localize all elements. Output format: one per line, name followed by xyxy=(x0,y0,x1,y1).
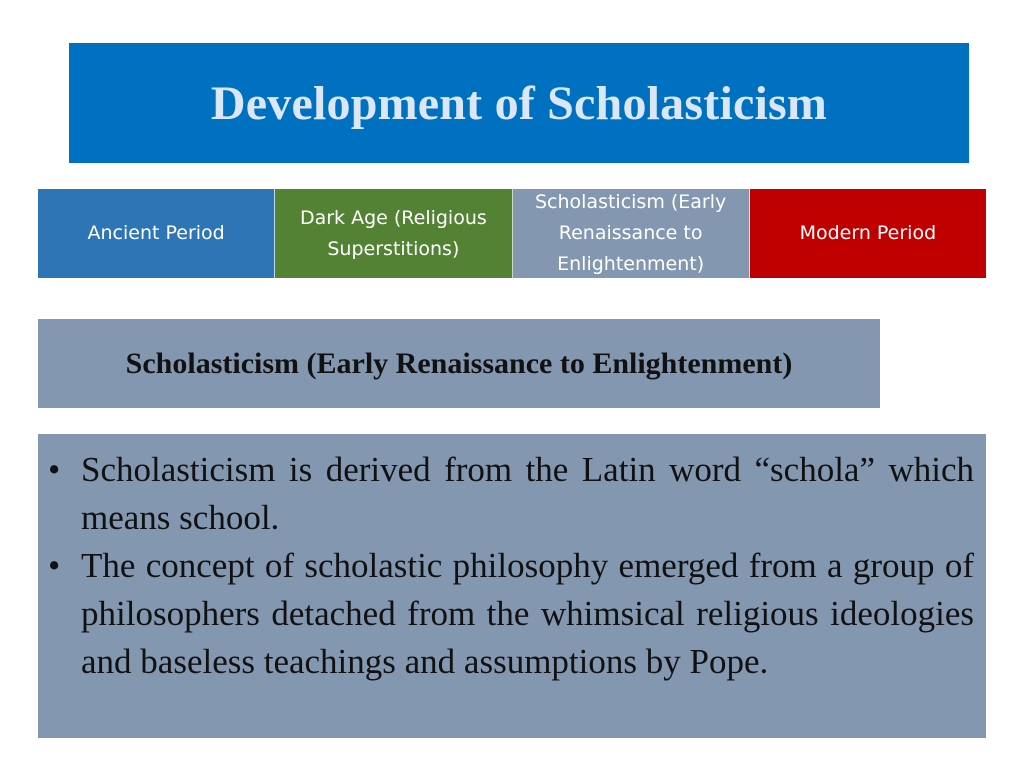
bullet-item xyxy=(48,446,974,542)
bullet-list xyxy=(48,446,974,686)
timeline-stage-ancient-period[interactable] xyxy=(38,189,275,278)
title-banner xyxy=(69,43,969,163)
timeline-stage-modern-period[interactable] xyxy=(750,189,986,278)
content-panel xyxy=(38,434,986,738)
page-title: Development of Scholasticism xyxy=(210,76,828,130)
timeline-stage-label: Dark Age (Religious Superstitions) xyxy=(299,206,487,260)
timeline-stage-scholasticism[interactable] xyxy=(513,189,750,278)
period-timeline xyxy=(38,189,986,278)
bullet-marker: • xyxy=(48,546,61,585)
bullet-marker: • xyxy=(48,450,61,489)
timeline-stage-label: Ancient Period xyxy=(87,222,225,244)
section-heading: Scholasticism (Early Renaissance to Enlightenment) xyxy=(125,346,793,380)
timeline-stage-dark-age[interactable] xyxy=(275,189,512,278)
bullet-text: Scholasticism is derived from the Latin word “schola” which means school. xyxy=(81,450,974,537)
bullet-text: The concept of scholastic philosophy emerged from a group of philosophers detached from the whimsical religious ideologies and baseless teachings and assumptions by Pope. xyxy=(81,546,974,681)
bullet-item xyxy=(48,542,974,686)
timeline-stage-label: Modern Period xyxy=(799,222,937,244)
timeline-stage-label: Scholasticism (Early Renaissance to Enlightenment) xyxy=(534,191,727,275)
section-heading-box xyxy=(38,319,880,408)
